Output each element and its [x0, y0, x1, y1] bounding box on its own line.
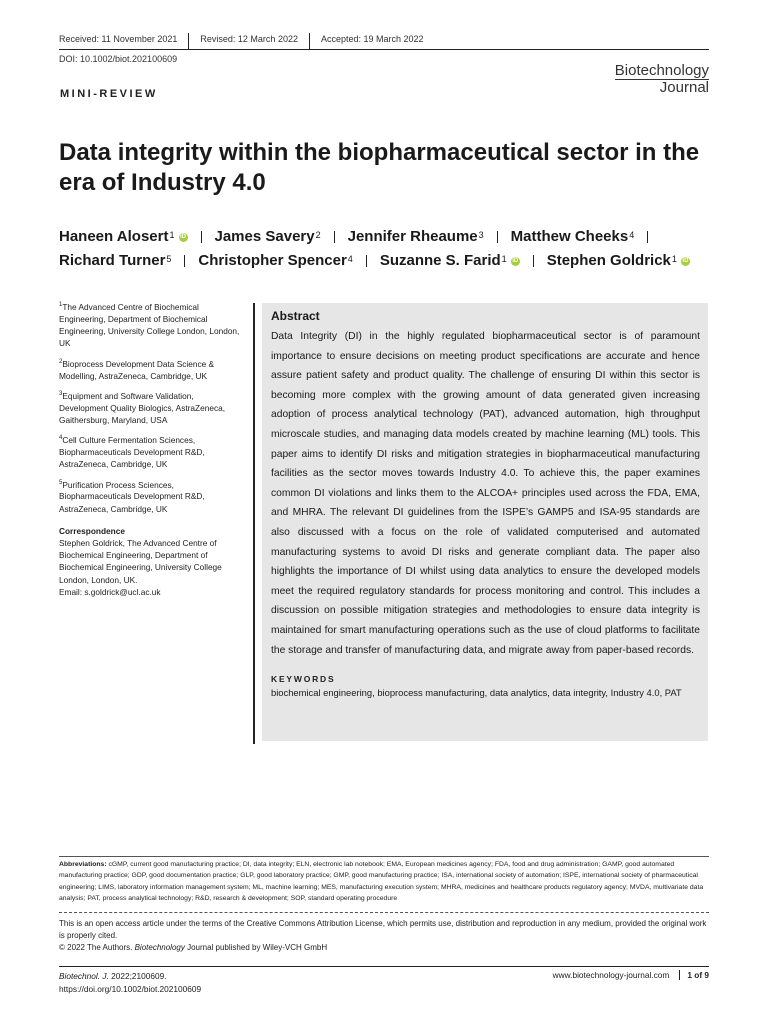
affiliation-text: The Advanced Centre of Biochemical Engineering, Department of Biochemical Engineering, University College London, London, UK: [59, 301, 240, 349]
copyright-post: Journal published by Wiley-VCH GmbH: [184, 942, 328, 952]
author-separator: [184, 255, 185, 267]
affiliation: [59, 356, 244, 382]
journal-logo-line1: Biotechnology: [614, 62, 709, 79]
author-affil-sup: 4: [347, 254, 353, 264]
affiliation-sup: 2: [59, 358, 63, 365]
author-separator: [334, 231, 335, 243]
affiliations: [59, 299, 244, 598]
orcid-icon[interactable]: iD: [180, 233, 186, 240]
abstract-body: Data Integrity (DI) in the highly regulated biopharmaceutical sector is of paramount importance to ensure decisions on meeting product specifications are accurate and hence assure patient safety and product quality. The challenge of ensuring DI within this sector is becoming more complex with the growing amount of data generated given increasing adoption of process analytical technology (PAT), advanced automation, high throughput microscale studies, and managing data models created by machine learning (ML) tools. This paper aims to identify DI risks and mitigation strategies in biopharmaceutical manufacturing facilities as the sector moves towards Industry 4.0. To achieve this, the paper examines common DI violations and links them to the ALCOA+ principles used across the FDA, EMA, and MHRA. The relevant DI guidelines from the ISPE’s GAMP5 and ISA-95 standards are also discussed with a focus on the role of validated computerised and automated manufacturing systems to avoid DI risks and generate compliant data. The paper also highlights the importance of DI whilst using data analytics to ensure the developed models meet the required regulatory standards for process monitoring and control. This includes a discussion on possible mitigation strategies and methodologies to ensure data integrity is maintained for smart manufacturing operations such as the use of cloud platforms to facilitate the storage and transfer of manufacturing data, and migrate away from paper-based records.: [271, 331, 700, 656]
revised-date: Revised: 12 March 2022: [188, 33, 309, 50]
author-affil-sup: 5: [166, 254, 172, 264]
author-separator: [533, 255, 534, 267]
abstract-heading: Abstract: [271, 309, 320, 323]
journal-website-link[interactable]: www.biotechnology-journal.com: [552, 970, 670, 980]
author-affil-sup: 4: [629, 230, 635, 240]
copyright-journal: Biotechnology: [134, 942, 185, 952]
page-info: [553, 970, 709, 980]
author-affil-sup: 1: [501, 254, 507, 264]
author-name: Richard Turner: [59, 252, 166, 269]
affiliation-text: Bioprocess Development Data Science & Modelling, AstraZeneca, Cambridge, UK: [59, 358, 215, 381]
accepted-date: Accepted: 19 March 2022: [309, 33, 435, 50]
author-name: James Savery: [214, 228, 315, 245]
affiliation-sup: 1: [59, 302, 63, 308]
affiliation-text: Equipment and Software Validation, Development Quality Biologics, AstraZeneca, Gaithersburg, Maryland, USA: [59, 390, 226, 425]
abbreviations-label: Abbreviations:: [59, 861, 107, 868]
article-doi: DOI: 10.1002/biot.202100609: [59, 54, 178, 64]
footer-divider: [59, 966, 709, 967]
correspondence-email[interactable]: Email: s.goldrick@ucl.ac.uk: [59, 586, 161, 597]
abbreviations-rule: [59, 856, 709, 857]
doi-link[interactable]: https://doi.org/10.1002/biot.202100609: [59, 983, 202, 994]
citation-line: [59, 970, 201, 983]
author-separator: [201, 231, 202, 243]
license-text: This is an open access article under the terms of the Creative Commons Attribution License, which permits use, distribution and reproduction in any medium, provided the original work is properly cited.: [59, 919, 707, 940]
header-divider: [59, 49, 709, 50]
abstract-rule: [253, 303, 255, 744]
abbreviations-text: cGMP, current good manufacturing practice; DI, data integrity; ELN, electronic lab notebook; EMA, European medicines agency; FDA, food and drug administration; GAMP, good automated manufacturing practice; GDP, good documentation practice; GLP, good laboratory practice; GMP, good manufacturing practice; ISA, international society of automation; ISPE, international society of pharmaceutical engineering; LIMS, laboratory information management system; ML, machine learning; MES, manufacturing execution system; MHRA, medicines and healthcare products regulatory agency; MVDA, multivariate data analysis; PAT, process analytical technology; R&D, research & development; SOP, standard operating procedure: [59, 861, 704, 902]
keywords: biochemical engineering, bioprocess manufacturing, data analytics, data integrity, Industry 4.0, PAT: [271, 687, 682, 699]
copyright: [59, 942, 709, 954]
author-affil-sup: 3: [478, 230, 484, 240]
author-affil-sup: 2: [315, 230, 321, 240]
author[interactable]: [59, 249, 171, 273]
article-type: MINI-REVIEW: [60, 88, 158, 100]
journal-logo: [615, 63, 709, 95]
author-name: Stephen Goldrick: [546, 252, 671, 269]
page-number: 1 of 9: [679, 970, 709, 980]
correspondence-heading: Correspondence: [59, 525, 125, 536]
author-name: Matthew Cheeks: [510, 228, 629, 245]
license-notice: [59, 918, 709, 953]
author[interactable]: [348, 225, 484, 249]
citation-details: 2022;2100609.: [108, 971, 167, 981]
affiliation: [59, 299, 244, 350]
author-list: [59, 225, 719, 273]
author-affil-sup: 1: [169, 230, 175, 240]
citation-journal: Biotechnol. J.: [59, 971, 109, 981]
author-affil-sup: 1: [671, 254, 677, 264]
author-separator: [497, 231, 498, 243]
author-separator: [366, 255, 367, 267]
license-divider: [59, 912, 709, 913]
abstract-box: [262, 303, 708, 741]
author[interactable]: [198, 249, 352, 273]
author-name: Jennifer Rheaume: [347, 228, 478, 245]
author-name: Christopher Spencer: [198, 252, 347, 269]
author[interactable]: [380, 249, 520, 273]
affiliation-text: Cell Culture Fermentation Sciences, Biopharmaceuticals Development R&D, AstraZeneca, Cambridge, UK: [59, 434, 205, 470]
author[interactable]: [547, 249, 690, 273]
author-separator: [647, 231, 648, 243]
publication-dates: [59, 33, 435, 50]
keywords-heading: KEYWORDS: [271, 674, 336, 685]
copyright-pre: © 2022 The Authors.: [59, 942, 135, 952]
orcid-icon[interactable]: iD: [512, 257, 519, 264]
article-title: Data integrity within the biopharmaceutical sector in the era of Industry 4.0: [59, 139, 700, 196]
author-line-2: [59, 249, 719, 273]
affiliation: [59, 432, 244, 470]
correspondence-text: Stephen Goldrick, The Advanced Centre of Biochemical Engineering, Department of Biochemical Engineering, University College London, London, UK.: [59, 538, 222, 585]
author-name: Haneen Alosert: [59, 228, 169, 245]
author[interactable]: [59, 225, 188, 249]
citation: [59, 970, 201, 995]
journal-logo-line2: Journal: [659, 79, 709, 96]
affiliation: [59, 477, 244, 515]
affiliation-sup: 5: [59, 479, 63, 486]
received-date: Received: 11 November 2021: [59, 34, 178, 44]
affiliation: [59, 388, 244, 426]
author-line-1: [59, 225, 719, 249]
orcid-icon[interactable]: iD: [682, 257, 689, 264]
author-name: Suzanne S. Farid: [379, 252, 501, 269]
abbreviations: [59, 859, 709, 904]
author[interactable]: [511, 225, 635, 249]
affiliation-sup: 4: [59, 435, 63, 442]
affiliation-text: Purification Process Sciences, Biopharmaceuticals Development R&D, AstraZeneca, Cambridge, UK: [59, 479, 205, 514]
affiliation-sup: 3: [59, 390, 63, 397]
author[interactable]: [215, 225, 321, 249]
